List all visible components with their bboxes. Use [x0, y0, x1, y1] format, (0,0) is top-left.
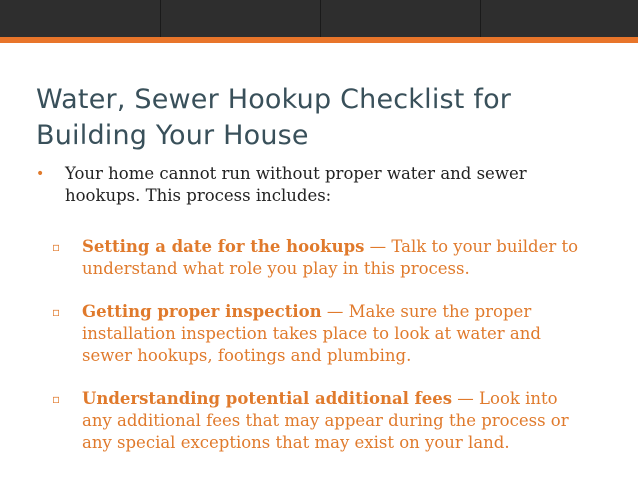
square-bullet-icon: ▫: [52, 305, 61, 319]
slide-title: Water, Sewer Hookup Checklist for Building Your House: [36, 84, 512, 151]
main-bullet: [36, 163, 596, 207]
main-bullet-text: Your home cannot run without proper water and sewer hookups. This process includes:: [65, 164, 527, 205]
accent-strip: [0, 37, 638, 43]
sub-bullet-inspection: [52, 301, 592, 367]
sub-bullet-hookup-date: [52, 236, 592, 280]
sub-bullet-body: — Make sure the proper installation inspection takes place to look at water and sewer hookups, footings and plumbing.: [82, 302, 541, 365]
top-bar-segment: [0, 0, 160, 37]
bullet-dot-icon: •: [36, 166, 45, 182]
top-decorative-bar: [0, 0, 638, 37]
sub-bullet-body: — Talk to your builder to understand what role you play in this process.: [82, 237, 579, 278]
sub-bullet-heading: Setting a date for the hookups: [82, 237, 365, 256]
sub-bullet-text: [82, 388, 592, 454]
sub-bullet-heading: Understanding potential additional fees: [82, 389, 453, 408]
top-bar-segment: [160, 0, 320, 37]
square-bullet-icon: ▫: [52, 240, 61, 254]
sub-bullet-text: [82, 301, 592, 367]
sub-bullet-fees: [52, 388, 592, 454]
top-bar-segment: [480, 0, 638, 37]
sub-bullet-body: — Look into any additional fees that may appear during the process or any special exceptions that may exist on your land.: [82, 389, 569, 452]
sub-bullet-heading: Getting proper inspection: [82, 302, 322, 321]
sub-bullet-text: [82, 236, 592, 280]
square-bullet-icon: ▫: [52, 392, 61, 406]
top-bar-segment: [320, 0, 480, 37]
